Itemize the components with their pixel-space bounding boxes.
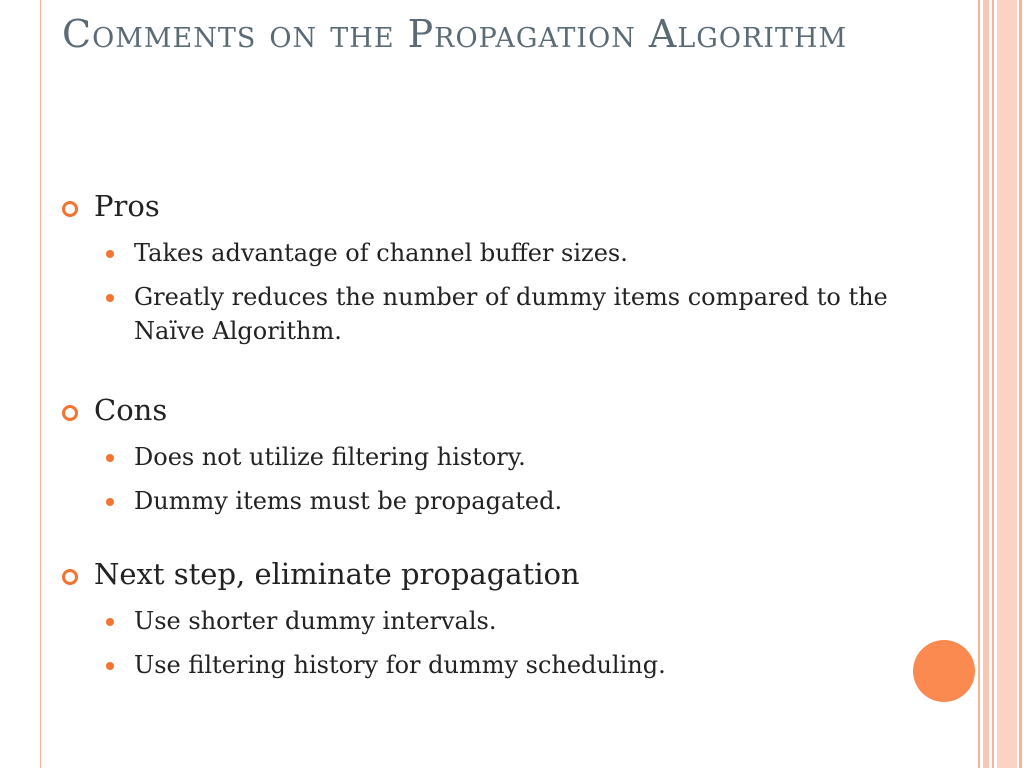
dot-bullet-icon [106,662,114,670]
section-cons [62,390,942,518]
list-item [62,236,942,270]
dot-bullet-icon [106,294,114,302]
slide-content [62,186,942,718]
list-item-text: Use filtering history for dummy scheduling. [134,651,666,679]
list-item-text: Greatly reduces the number of dummy items compared to the Naïve Algorithm. [134,283,888,345]
slide-title: Comments on the Propagation Algorithm [62,12,848,56]
section-heading [62,186,942,226]
list-item-text: Takes advantage of channel buffer sizes. [134,239,628,267]
right-decor-stripe [983,0,989,768]
list-item [62,280,942,348]
list-item-text: Dummy items must be propagated. [134,487,563,515]
ring-bullet-icon [62,405,78,421]
section-heading [62,390,942,430]
right-decor-stripe [978,0,980,768]
section-next-step [62,554,942,682]
list-item [62,484,942,518]
list-item [62,440,942,474]
dot-bullet-icon [106,454,114,462]
right-decor-stripe [997,0,1017,768]
list-item [62,604,942,638]
list-item-text: Use shorter dummy intervals. [134,607,497,635]
ring-bullet-icon [62,201,78,217]
dot-bullet-icon [106,618,114,626]
list-item [62,648,942,682]
decorative-circle [913,640,975,702]
section-heading-text: Cons [94,393,168,427]
section-pros [62,186,942,348]
section-heading-text: Pros [94,189,160,223]
bullet-list [62,604,942,682]
bullet-list [62,440,942,518]
left-border-line [40,0,41,768]
ring-bullet-icon [62,569,78,585]
list-item-text: Does not utilize filtering history. [134,443,526,471]
right-decor-stripe [1019,0,1022,768]
dot-bullet-icon [106,250,114,258]
dot-bullet-icon [106,498,114,506]
section-heading [62,554,942,594]
section-heading-text: Next step, eliminate propagation [94,557,580,591]
bullet-list [62,236,942,348]
right-decor-stripe [992,0,994,768]
